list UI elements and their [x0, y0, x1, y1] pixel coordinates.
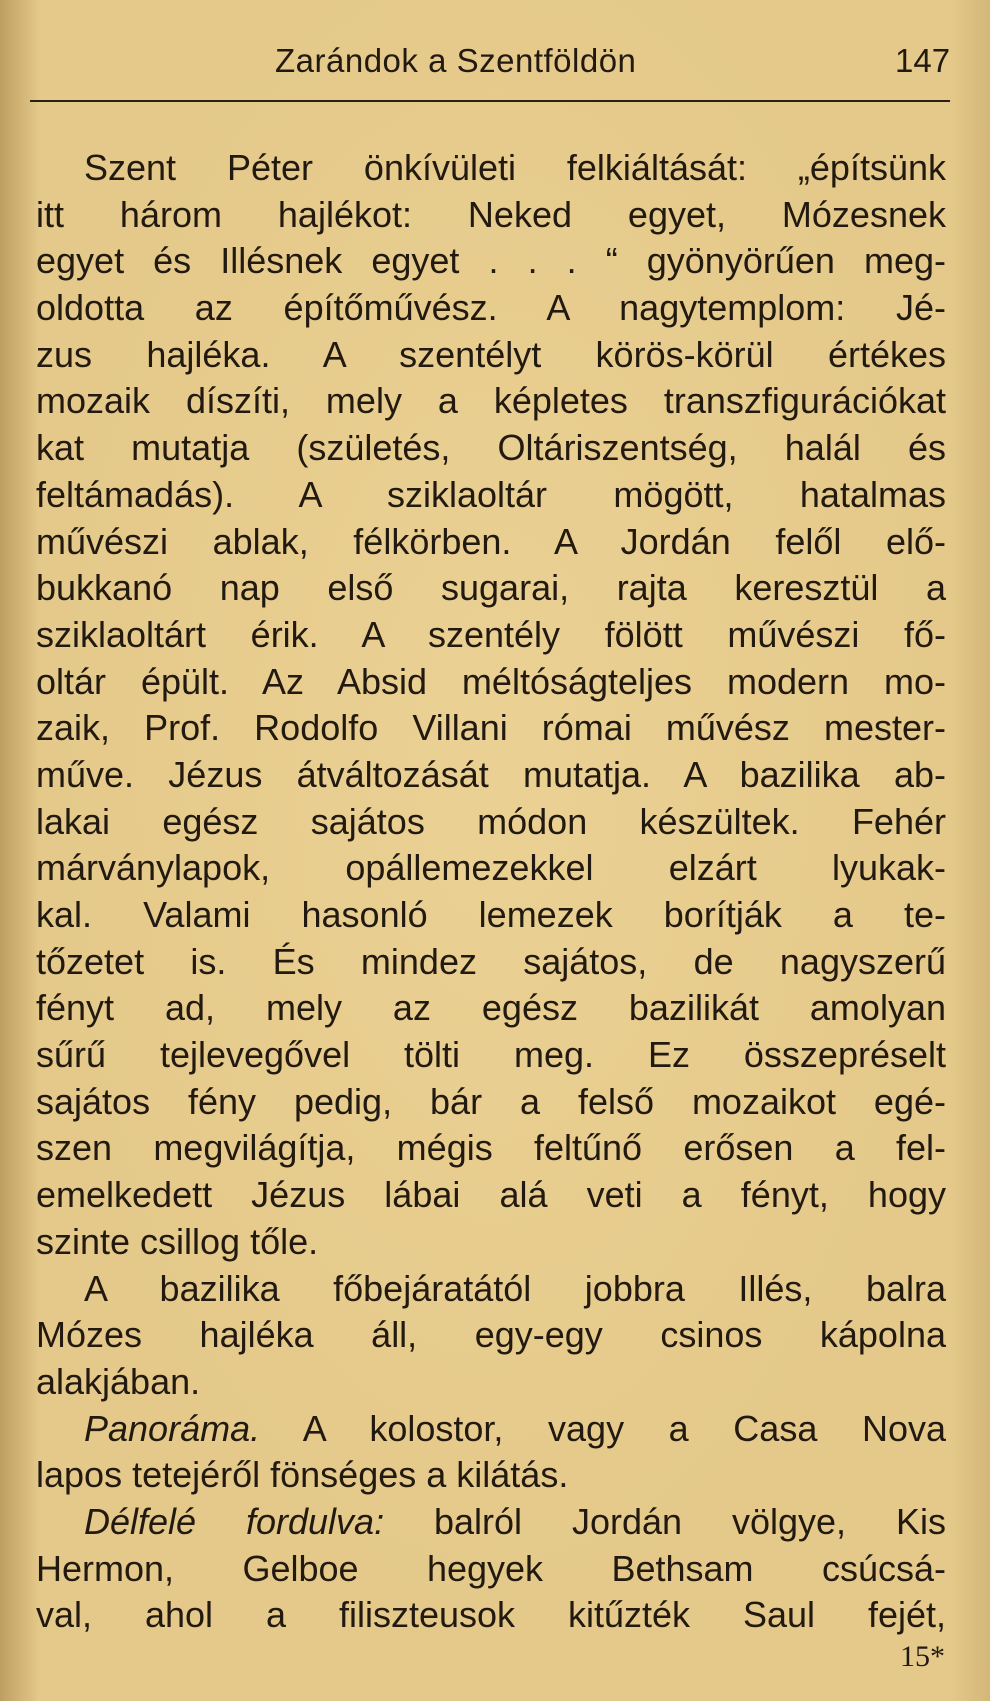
text-line: szinte csillog tőle. [36, 1220, 319, 1262]
text-line: oldotta az építőművész. A nagytemplom: Jé- [36, 287, 946, 329]
page-number: 147 [895, 42, 951, 79]
text-line [36, 1499, 946, 1546]
header-rule [30, 100, 950, 102]
text-line [36, 1406, 946, 1453]
text-line: márványlapok, opállemezekkel elzárt lyukak- [36, 847, 946, 889]
text-line: bukkanó nap első sugarai, rajta keresztül a [36, 567, 946, 609]
text-line: Szent Péter önkívületi felkiáltását: „építsünk [84, 147, 946, 188]
text-line: emelkedett Jézus lábai alá veti a fényt, hogy [36, 1174, 946, 1216]
text-line: tőzetet is. És mindez sajátos, de nagyszerű [36, 940, 946, 982]
text-line: lapos tetejéről fönséges a kilátás. [36, 1454, 569, 1496]
text-line: lakai egész sajátos módon készültek. Fehér [36, 800, 946, 842]
text-line: szen megvilágítja, mégis feltűnő erősen a fel- [36, 1127, 946, 1169]
text-line: műve. Jézus átváltozását mutatja. A bazilika ab- [36, 753, 946, 795]
text-line: kal. Valami hasonló lemezek borítják a te- [36, 894, 946, 935]
running-header [0, 36, 990, 92]
paragraph-heading: Délfelé fordulva: [84, 1500, 385, 1542]
text-run: A kolostor, vagy a Casa Nova [260, 1407, 946, 1449]
text-line: zus hajléka. A szentélyt körös-körül értékes [36, 333, 946, 375]
text-line: sűrű tejlevegővel tölti meg. Ez összepréselt [36, 1034, 946, 1076]
text-line: Mózes hajléka áll, egy-egy csinos kápolna [36, 1314, 946, 1356]
text-line: Hermon, Gelboe hegyek Bethsam csúcsá- [36, 1547, 946, 1589]
text-line: itt három hajlékot: Neked egyet, Mózesnek [36, 193, 946, 235]
text-line: val, ahol a filiszteusok kitűzték Saul fejét, [36, 1594, 946, 1636]
text-line: sajátos fény pedig, bár a felső mozaikot egé- [36, 1080, 946, 1122]
paragraph-heading: Panoráma. [84, 1407, 261, 1449]
text-line: oltár épült. Az Absid méltóságteljes modern mo- [36, 660, 946, 702]
text-line: egyet és Illésnek egyet . . . “ gyönyörűen meg- [36, 240, 946, 282]
body-text [36, 145, 946, 1639]
text-line: fényt ad, mely az egész bazilikát amolyan [36, 987, 946, 1029]
text-line: A bazilika főbejáratától jobbra Illés, balra [84, 1267, 946, 1309]
text-line: mozaik díszíti, mely a képletes transzfigurációkat [36, 380, 946, 422]
text-line: alakjában. [36, 1360, 201, 1402]
text-line: zaik, Prof. Rodolfo Villani római művész mester- [36, 707, 946, 749]
text-line: sziklaoltárt érik. A szentély fölött művészi fő- [36, 613, 946, 655]
signature-mark: 15* [900, 1640, 945, 1673]
text-line: művészi ablak, félkörben. A Jordán felől elő- [36, 520, 946, 562]
running-title: Zarándok a Szentföldön [275, 42, 637, 79]
text-line: feltámadás). A sziklaoltár mögött, hatalmas [36, 473, 946, 515]
text-line: kat mutatja (születés, Oltáriszentség, halál és [36, 427, 946, 469]
text-run: balról Jordán völgye, Kis [384, 1500, 946, 1542]
